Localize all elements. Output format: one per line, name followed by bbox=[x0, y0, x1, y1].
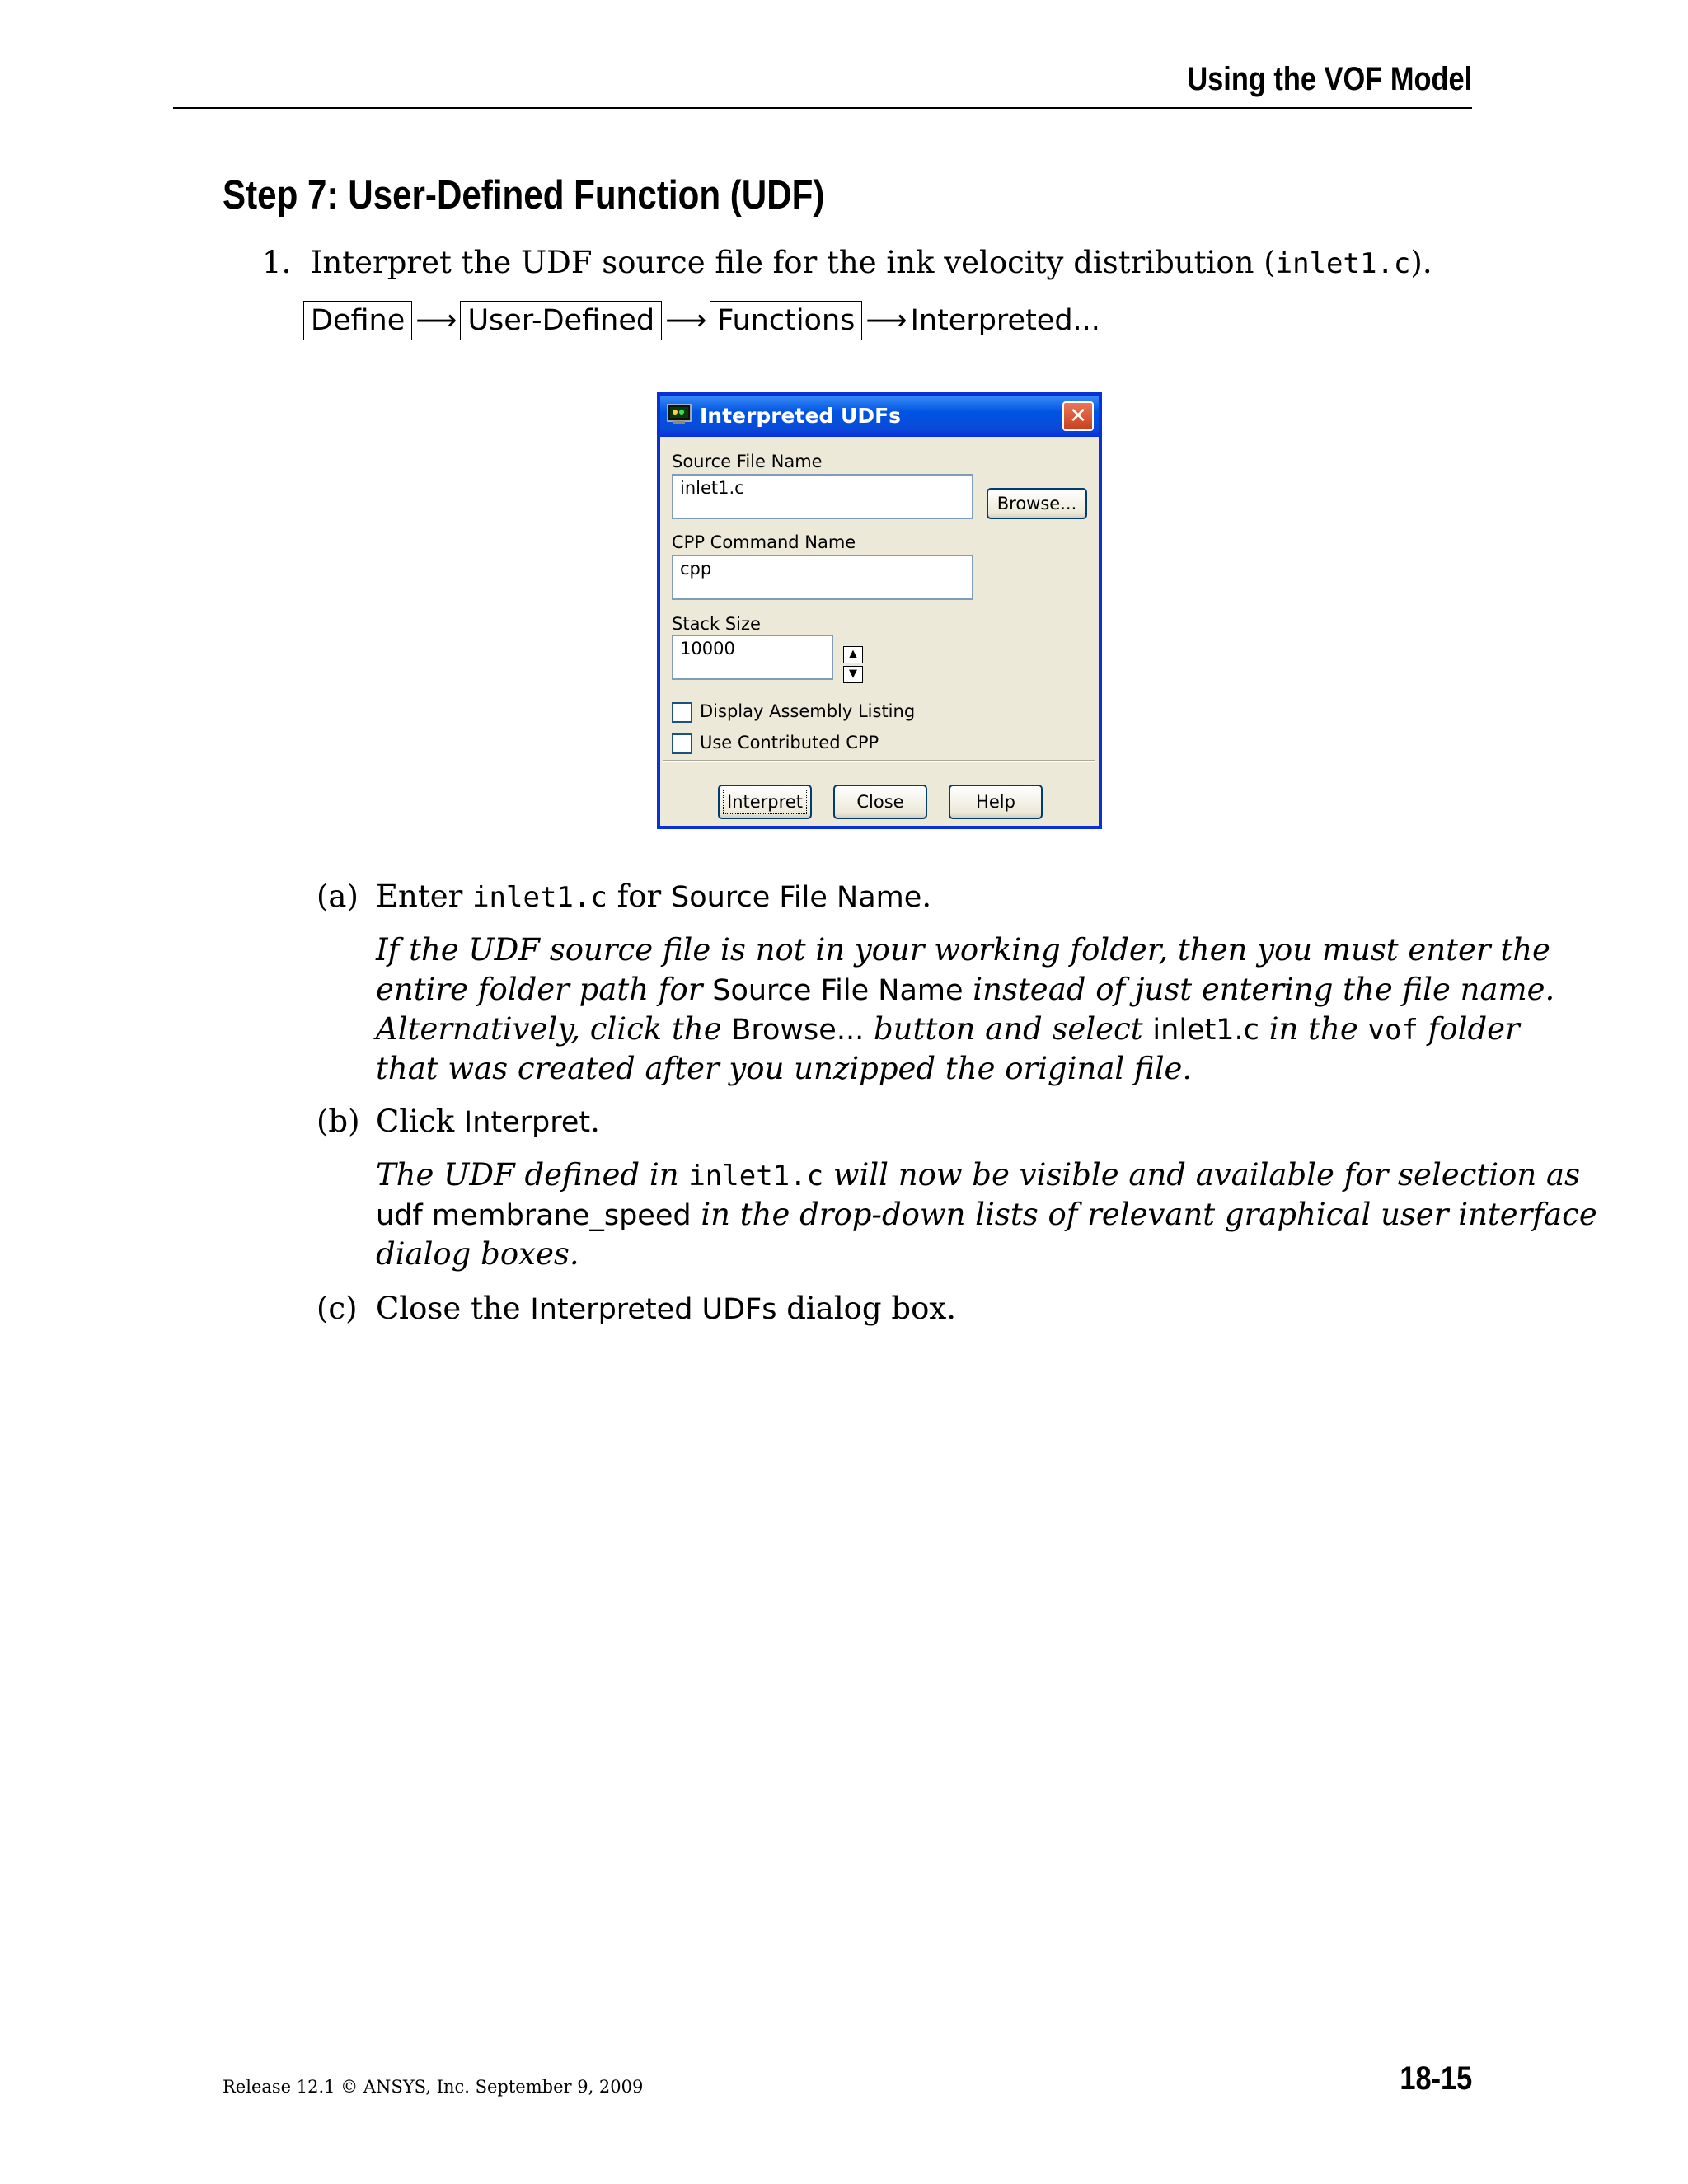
running-header-title: Using the VOF Model bbox=[1187, 61, 1472, 97]
text-run: Close the bbox=[376, 1291, 531, 1326]
page-number: 18-15 bbox=[1400, 2060, 1472, 2097]
menu-path bbox=[303, 300, 1100, 341]
gui-label-run: Browse... bbox=[731, 1014, 865, 1047]
text-run: folder bbox=[1418, 1011, 1520, 1047]
note-b-line-3: dialog boxes. bbox=[376, 1236, 579, 1272]
close-icon[interactable]: ✕ bbox=[1062, 401, 1094, 431]
menu-user-defined: User-Defined bbox=[460, 301, 662, 340]
browse-button[interactable]: Browse... bbox=[987, 488, 1087, 519]
use-contributed-cpp-label: Use Contributed CPP bbox=[700, 733, 879, 752]
text-run: Enter bbox=[376, 879, 473, 914]
gui-label-run: udf membrane_speed bbox=[376, 1199, 692, 1232]
text-run: Alternatively, click the bbox=[376, 1011, 732, 1047]
header-rule bbox=[173, 107, 1472, 109]
sub-item-c-text bbox=[376, 1291, 956, 1326]
spin-down-icon[interactable]: ▼ bbox=[843, 666, 863, 683]
text-run: Click bbox=[376, 1104, 464, 1139]
cpp-command-input[interactable]: cpp bbox=[672, 555, 973, 600]
text-run: in the drop-down lists of relevant graphical user interface bbox=[691, 1197, 1597, 1232]
gui-label-run: Interpreted UDFs bbox=[530, 1293, 777, 1326]
focus-outline bbox=[723, 790, 807, 814]
interpreted-udfs-dialog bbox=[657, 392, 1102, 829]
menu-arrow: ⟶ bbox=[865, 304, 907, 337]
text-run: button and select bbox=[864, 1011, 1153, 1047]
sub-item-marker: (b) bbox=[316, 1104, 360, 1139]
display-assembly-checkbox[interactable] bbox=[672, 702, 692, 723]
cpp-command-label: CPP Command Name bbox=[672, 532, 856, 552]
dialog-title: Interpreted UDFs bbox=[700, 404, 902, 428]
sub-item-a-text bbox=[376, 879, 931, 914]
gui-label-run: Interpret bbox=[463, 1106, 591, 1139]
source-file-input[interactable]: inlet1.c bbox=[672, 474, 973, 519]
stack-size-input[interactable]: 10000 bbox=[672, 635, 833, 680]
menu-functions: Functions bbox=[710, 301, 862, 340]
menu-interpreted: Interpreted... bbox=[910, 304, 1100, 337]
note-a-line-1: If the UDF source file is not in your working folder, then you must enter the bbox=[376, 932, 1550, 968]
footer-release: Release 12.1 © ANSYS, Inc. September 9, 2009 bbox=[223, 2077, 644, 2097]
help-button[interactable]: Help bbox=[949, 785, 1043, 819]
code-run: vof bbox=[1367, 1014, 1418, 1047]
code-run: inlet1.c bbox=[688, 1160, 824, 1193]
text-run: dialog box. bbox=[776, 1291, 956, 1326]
app-icon bbox=[667, 403, 692, 424]
text-run: will now be visible and available for selection as bbox=[823, 1157, 1581, 1193]
gui-label-run: Source File Name bbox=[712, 974, 964, 1007]
menu-arrow: ⟶ bbox=[415, 304, 457, 337]
use-contributed-cpp-checkbox[interactable] bbox=[672, 733, 692, 754]
spin-up-icon[interactable]: ▲ bbox=[843, 646, 863, 663]
note-a-line-3 bbox=[376, 1011, 1520, 1047]
section-title: Step 7: User-Defined Function (UDF) bbox=[223, 173, 825, 218]
step-1-code: inlet1.c bbox=[1275, 247, 1411, 280]
sub-item-marker: (a) bbox=[316, 879, 359, 914]
interpret-button-label: Interpret bbox=[727, 792, 803, 812]
menu-arrow: ⟶ bbox=[665, 304, 707, 337]
text-run: for bbox=[607, 879, 672, 914]
text-run: The UDF defined in bbox=[376, 1157, 689, 1193]
close-button[interactable]: Close bbox=[833, 785, 927, 819]
text-run: entire folder path for bbox=[376, 972, 713, 1007]
source-file-label: Source File Name bbox=[672, 452, 823, 471]
text-run: in the bbox=[1259, 1011, 1368, 1047]
code-run: inlet1.c bbox=[472, 881, 607, 914]
dialog-titlebar[interactable] bbox=[660, 396, 1099, 437]
step-1-text-after: ). bbox=[1410, 245, 1432, 280]
text-run: . bbox=[921, 879, 932, 914]
text-run: . bbox=[590, 1104, 600, 1139]
note-a-line-2 bbox=[376, 972, 1554, 1007]
gui-label-run: Source File Name bbox=[671, 881, 922, 914]
dialog-separator bbox=[663, 760, 1095, 762]
step-1-text-before: Interpret the UDF source file for the ink velocity distribution ( bbox=[310, 245, 1276, 280]
note-b-line-2 bbox=[376, 1197, 1597, 1232]
step-number: 1. bbox=[262, 245, 292, 280]
menu-define: Define bbox=[303, 301, 412, 340]
gui-label-run: inlet1.c bbox=[1152, 1014, 1259, 1047]
text-run: instead of just entering the file name. bbox=[963, 972, 1555, 1007]
sub-item-b-text bbox=[376, 1104, 600, 1139]
note-b-line-1 bbox=[376, 1157, 1580, 1193]
interpret-button[interactable] bbox=[718, 785, 812, 819]
stack-size-label: Stack Size bbox=[672, 614, 761, 634]
sub-item-marker: (c) bbox=[316, 1291, 358, 1326]
note-a-line-4: that was created after you unzipped the original file. bbox=[376, 1051, 1193, 1086]
step-1-text bbox=[262, 245, 1432, 280]
display-assembly-label: Display Assembly Listing bbox=[700, 701, 916, 721]
